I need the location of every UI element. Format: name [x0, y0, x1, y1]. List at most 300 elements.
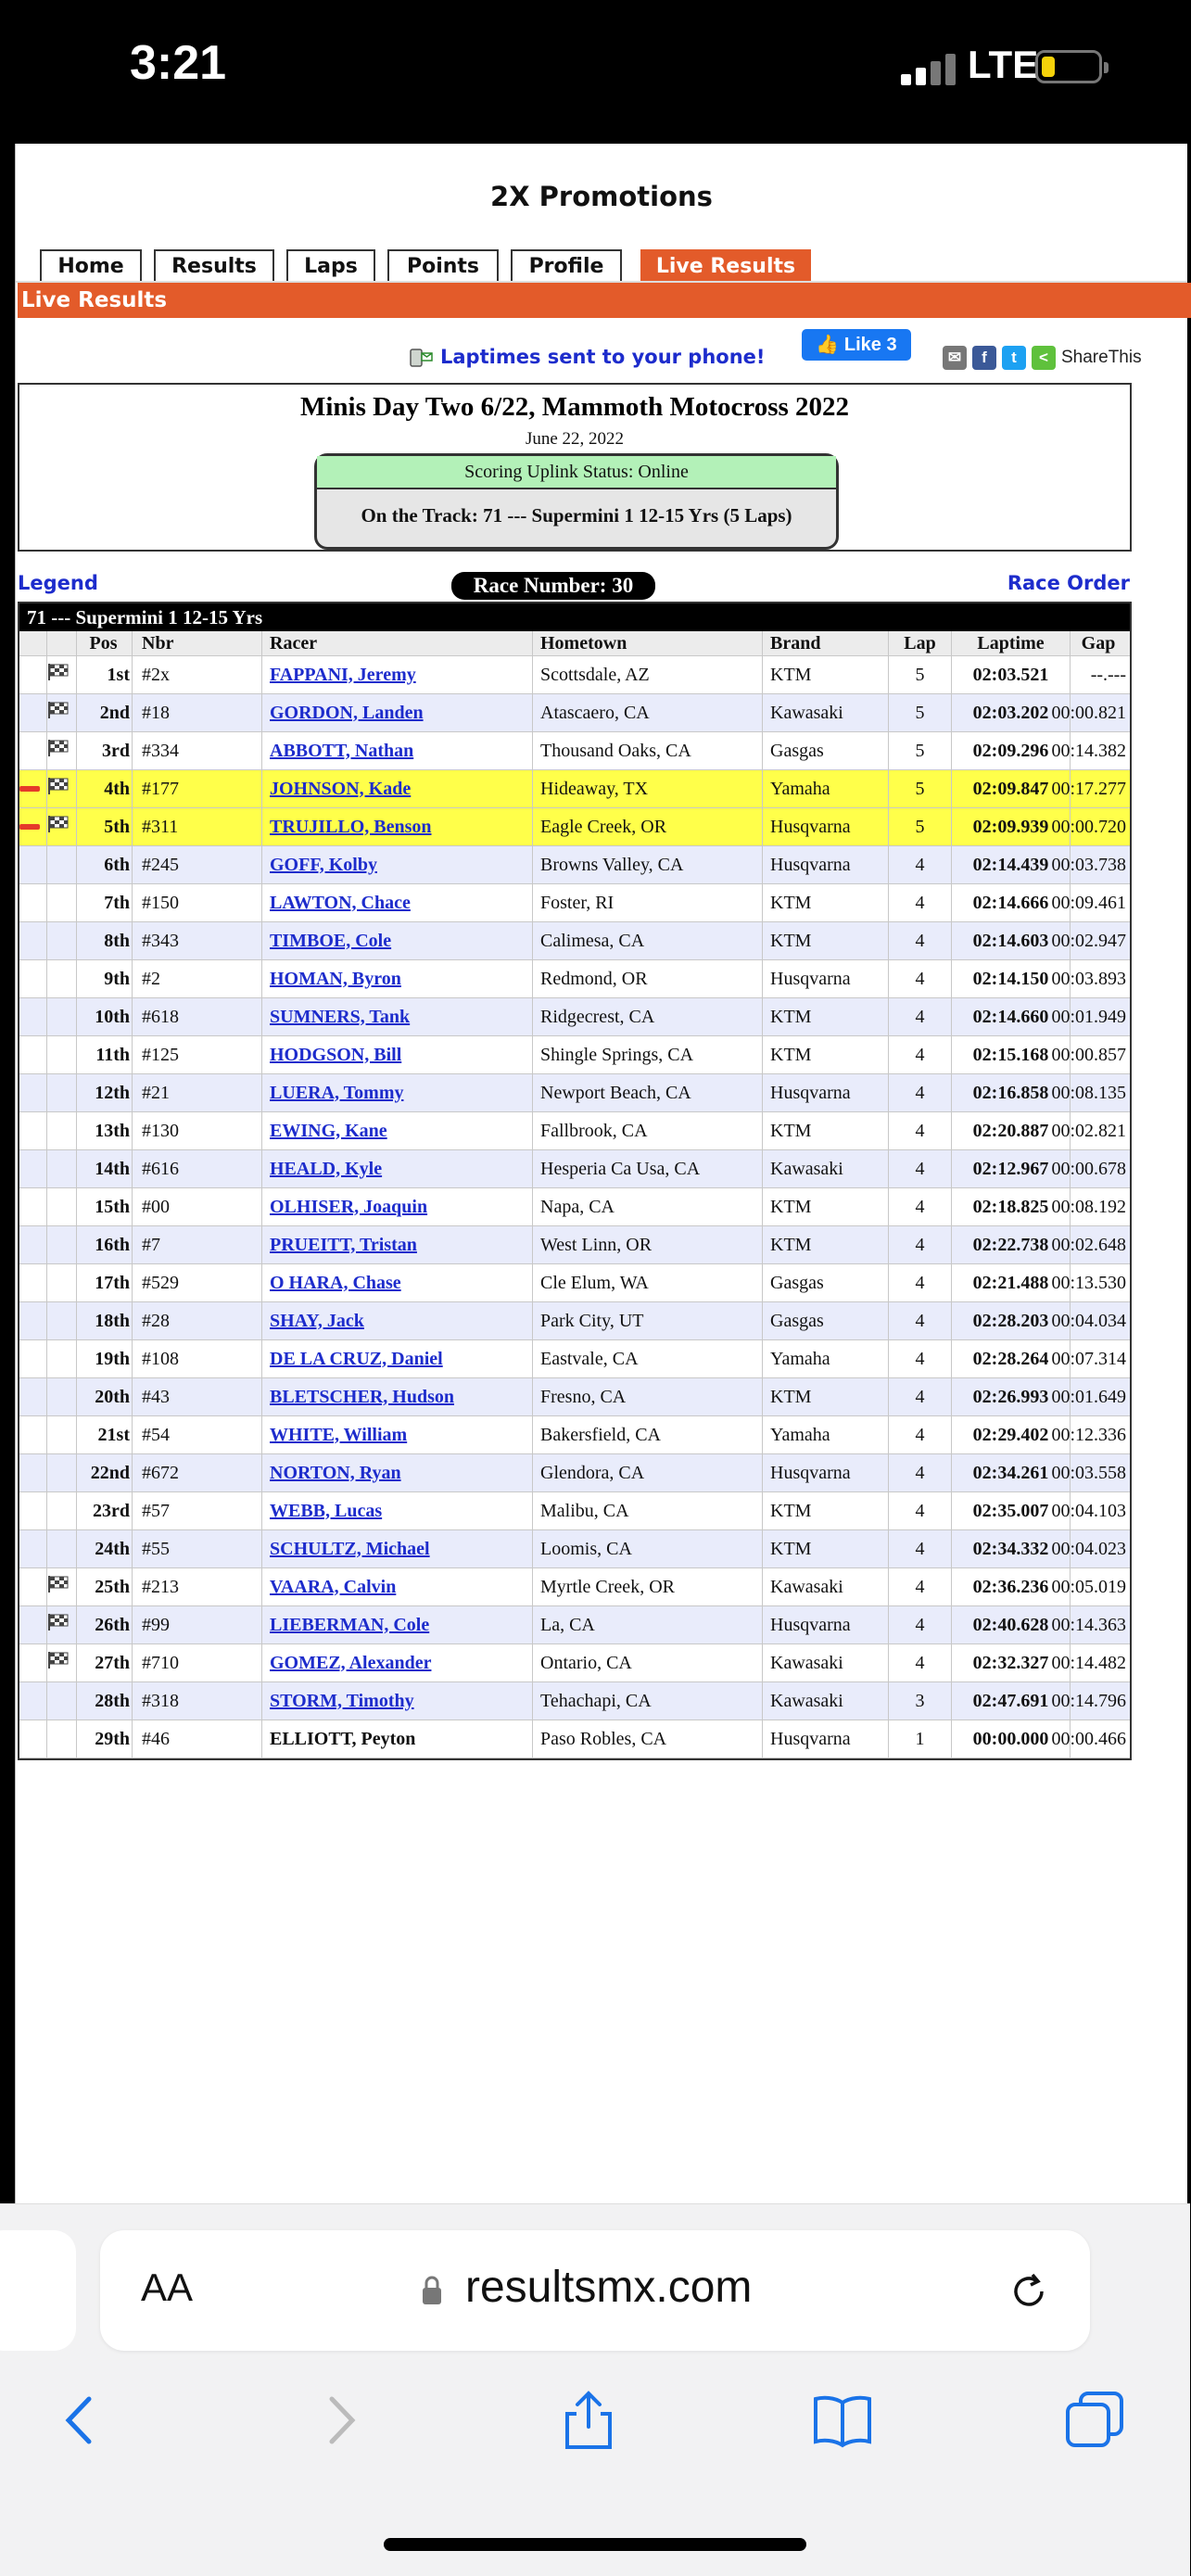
racer-name-link[interactable]: JOHNSON, Kade [270, 778, 412, 799]
row-nbr: #54 [133, 1416, 262, 1453]
tab-laps[interactable]: Laps [286, 249, 375, 283]
table-row [19, 1454, 1130, 1492]
row-nbr: #213 [133, 1568, 262, 1605]
phone-icon [409, 348, 433, 368]
row-nbr: #55 [133, 1530, 262, 1567]
row-nbr: #28 [133, 1302, 262, 1339]
laptimes-promo-link[interactable] [409, 346, 766, 368]
row-hometown: Loomis, CA [533, 1530, 763, 1567]
row-gap: 00:14.482 [1051, 1652, 1126, 1673]
row-racer-cell [262, 1454, 533, 1491]
row-brand: Kawasaki [763, 1150, 889, 1187]
row-pos: 28th [77, 1682, 133, 1719]
row-pos: 21st [77, 1416, 133, 1453]
row-pos: 12th [77, 1074, 133, 1111]
tab-points[interactable]: Points [387, 249, 499, 283]
racer-name-link[interactable]: ABBOTT, Nathan [270, 740, 414, 761]
home-indicator [384, 2538, 806, 2551]
row-gap: 00:09.461 [1051, 892, 1126, 913]
row-hometown: Tehachapi, CA [533, 1682, 763, 1719]
row-hometown: West Linn, OR [533, 1226, 763, 1263]
racer-name-link[interactable]: LIEBERMAN, Cole [270, 1614, 430, 1635]
row-pos: 3rd [77, 732, 133, 769]
row-brand: Gasgas [763, 732, 889, 769]
row-nbr: #177 [133, 770, 262, 807]
row-laptime: 02:34.332 [952, 1530, 1071, 1567]
back-icon[interactable] [48, 2388, 113, 2453]
racer-name-link[interactable]: NORTON, Ryan [270, 1462, 401, 1483]
row-racer-cell [262, 770, 533, 807]
row-gap: 00:14.796 [1051, 1690, 1126, 1711]
row-lap: 4 [889, 1188, 952, 1225]
row-laptime: 02:14.150 [952, 960, 1071, 997]
row-gap: 00:00.466 [1051, 1728, 1126, 1749]
row-racer-cell [262, 1226, 533, 1263]
table-row [19, 1150, 1130, 1188]
row-lap: 3 [889, 1682, 952, 1719]
row-pos: 29th [77, 1720, 133, 1758]
row-pos: 25th [77, 1568, 133, 1605]
row-racer-cell [262, 1378, 533, 1415]
row-nbr: #334 [133, 732, 262, 769]
on-track-text: On the Track: 71 --- Supermini 1 12-15 Yrs (5 Laps) [361, 504, 792, 527]
row-hometown: Foster, RI [533, 884, 763, 921]
row-gap: 00:04.103 [1051, 1500, 1126, 1521]
row-flag-cell [47, 1606, 77, 1643]
row-gap: 00:02.947 [1051, 930, 1126, 951]
row-lap: 4 [889, 1226, 952, 1263]
row-pos: 17th [77, 1264, 133, 1301]
minus-icon [19, 786, 40, 792]
row-hometown: La, CA [533, 1606, 763, 1643]
table-row [19, 732, 1130, 770]
row-gap: 00:03.558 [1051, 1462, 1126, 1483]
row-nbr: #245 [133, 846, 262, 883]
address-bar[interactable] [100, 2230, 1090, 2351]
row-pos: 8th [77, 922, 133, 959]
row-brand: Gasgas [763, 1264, 889, 1301]
row-pos: 1st [77, 656, 133, 693]
row-laptime: 02:09.939 [952, 808, 1071, 845]
row-flag-cell [47, 1036, 77, 1073]
sharethis-label[interactable]: ShareThis [1061, 348, 1142, 368]
table-row [19, 694, 1130, 732]
row-laptime: 02:09.296 [952, 732, 1071, 769]
racer-name-link[interactable]: STORM, Timothy [270, 1690, 414, 1711]
col-racer: Racer [262, 631, 533, 655]
row-status-cell [19, 960, 47, 997]
row-hometown: Eastvale, CA [533, 1340, 763, 1377]
share-icon[interactable] [556, 2388, 621, 2453]
tab-profile[interactable]: Profile [511, 249, 622, 283]
racer-name-link[interactable]: BLETSCHER, Hudson [270, 1386, 454, 1407]
table-row [19, 922, 1130, 960]
row-status-cell [19, 1036, 47, 1073]
row-laptime: 02:20.887 [952, 1112, 1071, 1149]
email-icon[interactable]: ✉ [943, 346, 967, 370]
row-lap: 4 [889, 1302, 952, 1339]
row-brand: KTM [763, 1188, 889, 1225]
racer-name-link[interactable]: LAWTON, Chace [270, 892, 411, 913]
col-nbr: Nbr [133, 631, 262, 655]
row-flag-cell [47, 922, 77, 959]
row-laptime: 02:03.202 [952, 694, 1071, 731]
racer-name-link[interactable]: GORDON, Landen [270, 702, 424, 723]
legend-link[interactable]: Legend [18, 572, 98, 594]
row-brand: KTM [763, 1492, 889, 1529]
row-status-cell [19, 1226, 47, 1263]
row-flag-cell [47, 808, 77, 845]
row-nbr: #57 [133, 1492, 262, 1529]
racer-name-link[interactable]: O HARA, Chase [270, 1272, 401, 1293]
row-gap: 00:01.649 [1051, 1386, 1126, 1407]
racer-name-link[interactable]: HEALD, Kyle [270, 1158, 383, 1179]
row-flag-cell [47, 1188, 77, 1225]
row-lap: 4 [889, 1492, 952, 1529]
row-lap: 4 [889, 1416, 952, 1453]
row-gap: 00:03.738 [1051, 854, 1126, 875]
row-hometown: Newport Beach, CA [533, 1074, 763, 1111]
row-laptime: 00:00.000 [952, 1720, 1071, 1758]
row-status-cell [19, 1340, 47, 1377]
row-racer-cell [262, 732, 533, 769]
row-racer-cell [262, 1568, 533, 1605]
row-flag-cell [47, 1530, 77, 1567]
row-brand: Kawasaki [763, 1682, 889, 1719]
row-brand: Husqvarna [763, 808, 889, 845]
row-racer-cell [262, 1264, 533, 1301]
row-pos: 24th [77, 1530, 133, 1567]
row-nbr: #616 [133, 1150, 262, 1187]
tabs-icon[interactable] [1062, 2388, 1127, 2453]
previous-tab-preview[interactable] [0, 2230, 76, 2351]
row-brand: Husqvarna [763, 960, 889, 997]
row-flag-cell [47, 1682, 77, 1719]
row-status-cell [19, 1644, 47, 1681]
row-brand: Kawasaki [763, 1568, 889, 1605]
row-laptime: 02:15.168 [952, 1036, 1071, 1073]
racer-name-link[interactable]: TRUJILLO, Benson [270, 816, 432, 837]
row-flag-cell [47, 1644, 77, 1681]
table-row [19, 1720, 1130, 1758]
row-nbr: #343 [133, 922, 262, 959]
row-racer-cell [262, 922, 533, 959]
row-hometown: Ridgecrest, CA [533, 998, 763, 1035]
row-pos: 11th [77, 1036, 133, 1073]
row-status-cell [19, 1264, 47, 1301]
col-brand: Brand [763, 631, 889, 655]
tab-home[interactable]: Home [40, 249, 142, 283]
event-info-box [18, 383, 1132, 552]
row-nbr: #311 [133, 808, 262, 845]
row-flag-cell [47, 1226, 77, 1263]
row-hometown: Shingle Springs, CA [533, 1036, 763, 1073]
row-gap: 00:17.277 [1051, 778, 1126, 799]
row-pos: 19th [77, 1340, 133, 1377]
row-nbr: #130 [133, 1112, 262, 1149]
table-row [19, 1568, 1130, 1606]
browser-toolbar [0, 2203, 1190, 2576]
row-brand: KTM [763, 1226, 889, 1263]
row-racer-cell [262, 1606, 533, 1643]
row-brand: Husqvarna [763, 1074, 889, 1111]
table-row [19, 960, 1130, 998]
facebook-icon[interactable]: f [972, 346, 996, 370]
row-flag-cell [47, 1074, 77, 1111]
row-racer-cell [262, 960, 533, 997]
row-pos: 13th [77, 1112, 133, 1149]
table-row [19, 998, 1130, 1036]
row-nbr: #00 [133, 1188, 262, 1225]
row-nbr: #108 [133, 1340, 262, 1377]
checkered-flag-icon [47, 777, 70, 801]
row-laptime: 02:16.858 [952, 1074, 1071, 1111]
table-row [19, 1112, 1130, 1150]
row-pos: 22nd [77, 1454, 133, 1491]
racer-name-link[interactable]: GOFF, Kolby [270, 854, 377, 875]
racer-name-link[interactable]: HODGSON, Bill [270, 1044, 402, 1065]
row-lap: 4 [889, 922, 952, 959]
lock-icon [421, 2275, 443, 2306]
row-laptime: 02:09.847 [952, 770, 1071, 807]
row-flag-cell [47, 1720, 77, 1758]
row-gap: 00:00.720 [1051, 816, 1126, 837]
row-flag-cell [47, 1568, 77, 1605]
row-laptime: 02:34.261 [952, 1454, 1071, 1491]
row-racer-cell [262, 1112, 533, 1149]
results-table [18, 602, 1132, 1760]
table-row [19, 1188, 1130, 1226]
scoring-status-box [314, 453, 839, 550]
checkered-flag-icon [47, 815, 70, 839]
row-brand: KTM [763, 1378, 889, 1415]
racer-name-link[interactable]: VAARA, Calvin [270, 1576, 397, 1597]
row-brand: Yamaha [763, 1340, 889, 1377]
forward-icon[interactable] [308, 2388, 373, 2453]
racer-name-link[interactable]: LUERA, Tommy [270, 1082, 404, 1103]
sharethis-icon[interactable]: < [1032, 346, 1056, 370]
racer-name-link[interactable]: FAPPANI, Jeremy [270, 664, 416, 685]
checkered-flag-icon [47, 739, 70, 763]
row-lap: 4 [889, 1112, 952, 1149]
row-brand: Yamaha [763, 770, 889, 807]
row-gap: 00:04.023 [1051, 1538, 1126, 1559]
row-brand: Kawasaki [763, 694, 889, 731]
row-nbr: #318 [133, 1682, 262, 1719]
row-gap: 00:00.678 [1051, 1158, 1126, 1179]
row-racer-cell [262, 1682, 533, 1719]
table-row [19, 656, 1130, 694]
row-lap: 4 [889, 1264, 952, 1301]
row-brand: KTM [763, 1530, 889, 1567]
racer-name-link[interactable]: WHITE, William [270, 1424, 408, 1445]
race-number-badge: Race Number: 30 [451, 572, 655, 600]
racer-name-link[interactable]: SUMNERS, Tank [270, 1006, 411, 1027]
racer-name-link[interactable]: HOMAN, Byron [270, 968, 401, 989]
col-pos: Pos [77, 631, 133, 655]
row-lap: 4 [889, 1340, 952, 1377]
bookmarks-icon[interactable] [810, 2388, 875, 2453]
racer-name-link[interactable]: DE LA CRUZ, Daniel [270, 1348, 443, 1369]
table-row [19, 1226, 1130, 1264]
col-laptime: Laptime [952, 631, 1071, 655]
tab-results[interactable]: Results [154, 249, 274, 283]
facebook-like-button[interactable] [802, 329, 911, 361]
twitter-icon[interactable]: t [1002, 346, 1026, 370]
row-nbr: #150 [133, 884, 262, 921]
row-status-cell [19, 998, 47, 1035]
row-lap: 5 [889, 770, 952, 807]
row-flag-cell [47, 1378, 77, 1415]
row-pos: 9th [77, 960, 133, 997]
row-flag-cell [47, 846, 77, 883]
reader-settings-button[interactable]: AA [141, 2265, 194, 2309]
row-gap: 00:02.648 [1051, 1234, 1126, 1255]
row-lap: 4 [889, 1568, 952, 1605]
racer-name-link[interactable]: OLHISER, Joaquin [270, 1196, 428, 1217]
row-status-cell [19, 732, 47, 769]
row-gap: 00:05.019 [1051, 1576, 1126, 1597]
row-lap: 4 [889, 1454, 952, 1491]
row-brand: KTM [763, 884, 889, 921]
row-laptime: 02:03.521 [952, 656, 1071, 693]
row-hometown: Thousand Oaks, CA [533, 732, 763, 769]
row-gap: 00:08.135 [1051, 1082, 1126, 1103]
row-laptime: 02:40.628 [952, 1606, 1071, 1643]
row-status-cell [19, 1720, 47, 1758]
row-brand: Husqvarna [763, 1454, 889, 1491]
row-racer-cell [262, 808, 533, 845]
row-lap: 4 [889, 884, 952, 921]
clock: 3:21 [130, 36, 227, 90]
row-lap: 4 [889, 998, 952, 1035]
class-title: 71 --- Supermini 1 12-15 Yrs [19, 603, 1130, 631]
row-flag-cell [47, 1112, 77, 1149]
race-order-link[interactable]: Race Order [1007, 572, 1130, 594]
row-lap: 4 [889, 1036, 952, 1073]
col-hometown: Hometown [533, 631, 763, 655]
row-status-cell [19, 884, 47, 921]
table-row [19, 808, 1130, 846]
row-laptime: 02:14.660 [952, 998, 1071, 1035]
row-lap: 5 [889, 732, 952, 769]
row-status-cell [19, 770, 47, 807]
racer-name: ELLIOTT, Peyton [270, 1728, 416, 1749]
row-hometown: Redmond, OR [533, 960, 763, 997]
row-pos: 4th [77, 770, 133, 807]
row-gap: 00:12.336 [1051, 1424, 1126, 1445]
row-pos: 6th [77, 846, 133, 883]
reload-icon[interactable] [1005, 2267, 1053, 2316]
network-type: LTE [968, 43, 1039, 86]
table-body [19, 656, 1130, 1758]
row-nbr: #2x [133, 656, 262, 693]
row-brand: Husqvarna [763, 1720, 889, 1758]
url-text: resultsmx.com [465, 2263, 753, 2312]
racer-name-link[interactable]: WEBB, Lucas [270, 1500, 383, 1521]
tab-live-results[interactable]: Live Results [640, 249, 811, 283]
checkered-flag-icon [47, 1613, 70, 1637]
row-laptime: 02:14.603 [952, 922, 1071, 959]
row-laptime: 02:18.825 [952, 1188, 1071, 1225]
row-nbr: #46 [133, 1720, 262, 1758]
minus-icon [19, 824, 40, 830]
row-pos: 23rd [77, 1492, 133, 1529]
row-racer-cell [262, 1492, 533, 1529]
row-pos: 18th [77, 1302, 133, 1339]
checkered-flag-icon [47, 701, 70, 725]
row-racer-cell [262, 656, 533, 693]
uplink-status: Scoring Uplink Status: Online [317, 456, 836, 489]
row-hometown: Ontario, CA [533, 1644, 763, 1681]
row-status-cell [19, 1074, 47, 1111]
row-nbr: #529 [133, 1264, 262, 1301]
racer-name-link[interactable]: GOMEZ, Alexander [270, 1652, 432, 1673]
row-nbr: #99 [133, 1606, 262, 1643]
row-gap: 00:14.382 [1051, 740, 1126, 761]
racer-name-link[interactable]: SCHULTZ, Michael [270, 1538, 430, 1559]
checkered-flag-icon [47, 1651, 70, 1675]
table-row [19, 1302, 1130, 1340]
row-gap: 00:04.034 [1051, 1310, 1126, 1331]
row-hometown: Napa, CA [533, 1188, 763, 1225]
row-laptime: 02:28.264 [952, 1340, 1071, 1377]
racer-name-link[interactable]: SHAY, Jack [270, 1310, 364, 1331]
table-row [19, 770, 1130, 808]
section-header: Live Results [18, 283, 1191, 318]
row-flag-cell [47, 694, 77, 731]
row-racer-cell [262, 1150, 533, 1187]
row-gap: --.--- [1090, 664, 1126, 685]
row-hometown: Bakersfield, CA [533, 1416, 763, 1453]
row-racer-cell [262, 1530, 533, 1567]
row-status-cell [19, 1188, 47, 1225]
table-header [19, 631, 1130, 656]
row-nbr: #672 [133, 1454, 262, 1491]
row-laptime: 02:47.691 [952, 1682, 1071, 1719]
row-hometown: Malibu, CA [533, 1492, 763, 1529]
racer-name-link[interactable]: PRUEITT, Tristan [270, 1234, 417, 1255]
row-hometown: Paso Robles, CA [533, 1720, 763, 1758]
event-date: June 22, 2022 [525, 429, 625, 449]
row-lap: 4 [889, 846, 952, 883]
row-flag-cell [47, 960, 77, 997]
row-racer-cell [262, 884, 533, 921]
table-row [19, 1644, 1130, 1682]
like-label: Like 3 [843, 335, 897, 355]
row-nbr: #125 [133, 1036, 262, 1073]
row-brand: Husqvarna [763, 846, 889, 883]
racer-name-link[interactable]: TIMBOE, Cole [270, 930, 392, 951]
row-racer-cell [262, 846, 533, 883]
row-status-cell [19, 694, 47, 731]
row-pos: 16th [77, 1226, 133, 1263]
row-nbr: #43 [133, 1378, 262, 1415]
row-gap: 00:00.821 [1051, 702, 1126, 723]
row-flag-cell [47, 1264, 77, 1301]
row-status-cell [19, 1112, 47, 1149]
row-gap: 00:07.314 [1051, 1348, 1126, 1369]
table-row [19, 1074, 1130, 1112]
row-lap: 5 [889, 656, 952, 693]
racer-name-link[interactable]: EWING, Kane [270, 1120, 387, 1141]
row-brand: KTM [763, 998, 889, 1035]
row-lap: 4 [889, 1378, 952, 1415]
table-row [19, 1340, 1130, 1378]
col-gap: Gap [1081, 632, 1116, 654]
row-gap: 00:14.363 [1051, 1614, 1126, 1635]
table-row [19, 1264, 1130, 1302]
